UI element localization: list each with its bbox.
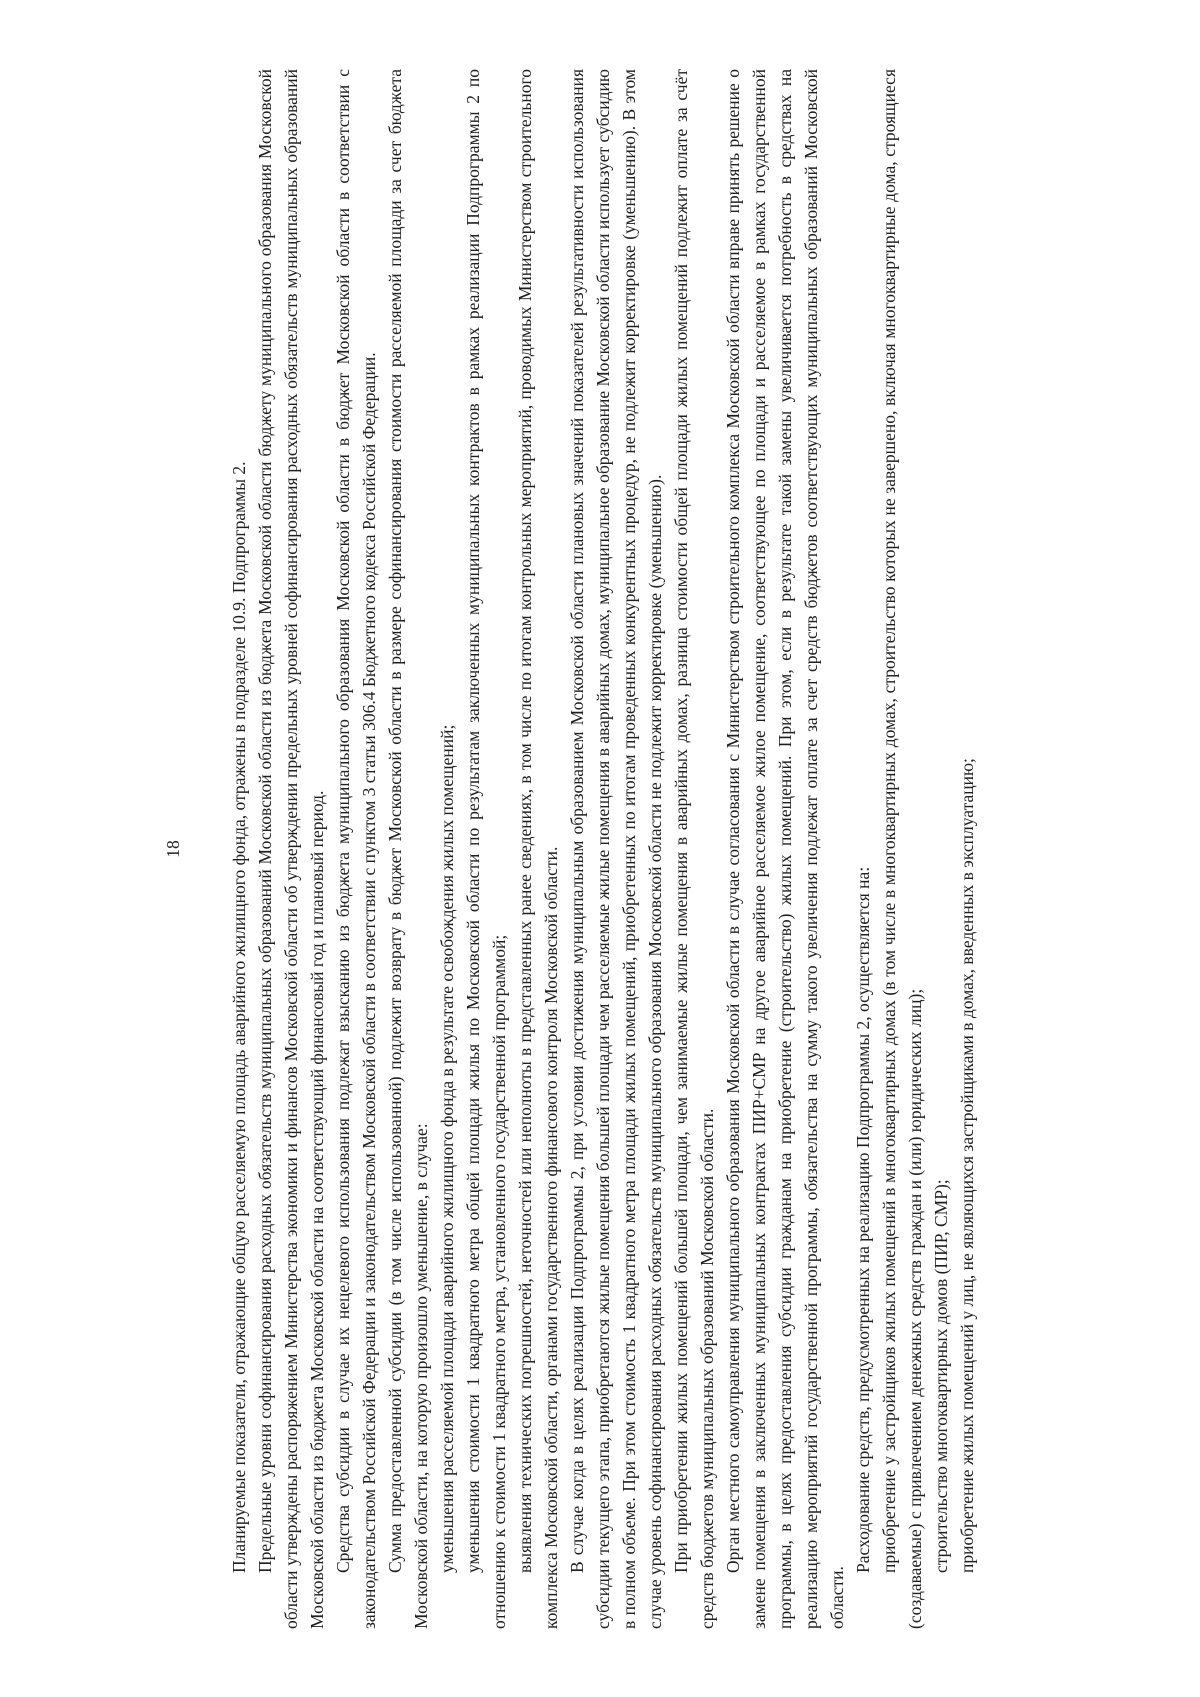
paragraph-area-reduction: уменьшения расселяемой площади аварийного жилищного фонда в результате освобождения жилых помещений; — [437, 724, 457, 1573]
paragraph-spending-construction: строительство многоквартирных домов (ПИР, СМР); — [931, 1178, 951, 1573]
rotated-page-content — [160, 69, 1040, 1629]
paragraph-planned-indicators: Планируемые показатели, отражающие общую расселяемую площадь аварийного жилищного фонда, отражены в подразделе 10.9. Подпрограммы 2. — [229, 461, 249, 1573]
document-body — [226, 69, 980, 1629]
paragraph-cofinancing-levels: Предельные уровни софинансирования расходных обязательств муниципальных образований Московской области из бюджета Московской области бюджету муниципального образования Московской области утверждены распоряжением Министерства экономики и финансов Московской области об утверждении предельных уровней софинансирования расходных обязательств муниципальных образований Московской области из бюджета Московской области на соответствующий финансовый год и плановый период. — [255, 68, 327, 1629]
page-number: 18 — [163, 839, 183, 858]
paragraph-premises-replacement: Орган местного самоуправления муниципального образования Московской области в случае согласования с Министерством строительного комплекса Московской области вправе принять решение о замене помещения в заключенных муниципальных контрактах ПИР+СМР на другое аварийное расселяемое жилое помещение, соответствующее по площади и расселяемое в рамках государственной программы, в целях предоставления субсидии гражданам на приобретение (строительство) жилых помещений. При этом, если в результате такой замены увеличивается потребность в средствах на реализацию мероприятий государственной программы, обязательства на сумму такого увеличения подлежат оплате за счет средств бюджетов соответствующих муниципальных образований Московской области. — [723, 68, 847, 1629]
paragraph-technical-errors: выявления технических погрешностей, неточностей или неполноты в представленных ранее сведениях, в том числе по итогам контрольных мероприятий, проводимых Министерством строительного комплекса Московской области, органами государственного финансового контроля Московской области. — [515, 68, 561, 1629]
paragraph-misuse-recovery: Средства субсидии в случае их нецелевого использования подлежат взысканию из бюджета муниципального образования Московской области в бюджет Московской области в соответствии с законодательством Российской Федерации и законодательством Московской области в соответствии с пунктом 3 статьи 306.4 Бюджетного кодекса Российской Федерации. — [333, 68, 379, 1629]
paragraph-cost-reduction: уменьшения стоимости 1 квадратного метра общей площади жилья по Московской области по результатам заключенных муниципальных контрактов в рамках реализации Подпрограммы 2 по отношению к стоимости 1 квадратного метра, установленного государственной программой; — [463, 68, 509, 1629]
paragraph-spending-developers: приобретение у застройщиков жилых помещений в многоквартирных домах (в том числе в многоквартирных домах, строительство которых не завершено, включая многоквартирные дома, строящиеся (создаваемые) с привлечением денежных средств граждан и (или) юридических лиц); — [879, 68, 925, 1629]
paragraph-spending-non-developers: приобретение жилых помещений у лиц, не являющихся застройщиками в домах, введенных в эксплуатацию; — [957, 757, 977, 1573]
paragraph-spending-intro: Расходование средств, предусмотренных на реализацию Подпрограммы 2, осуществляется на: — [853, 866, 873, 1573]
paragraph-larger-area-purchase: В случае когда в целях реализации Подпрограммы 2, при условии достижения муниципальным образованием Московской области плановых значений показателей результативности использования субсидии текущего этапа, приобретаются жилые помещения большей площади чем расселяемые жилые помещения в аварийных домах, муниципальное образование Московской области использует субсидию в полном объеме. При этом стоимость 1 квадратного метра площади жилых помещений, приобретенных по итогам проведенных конкурентных процедур, не подлежит корректировке (уменьшению). В этом случае уровень софинансирования расходных обязательств муниципального образования Московской области не подлежит корректировке (уменьшению). — [567, 68, 665, 1629]
paragraph-area-difference: При приобретении жилых помещений большей площади, чем занимаемые жилые помещения в аварийных домах, разница стоимости общей площади жилых помещений подлежит оплате за счёт средств бюджетов муниципальных образований Московской области. — [671, 68, 717, 1629]
paragraph-subsidy-refund: Сумма предоставленной субсидии (в том числе использованной) подлежит возврату в бюджет Московской области в размере софинансирования стоимости расселяемой площади за счет бюджета Московской области, на которую произошло уменьшение, в случае: — [385, 68, 431, 1629]
